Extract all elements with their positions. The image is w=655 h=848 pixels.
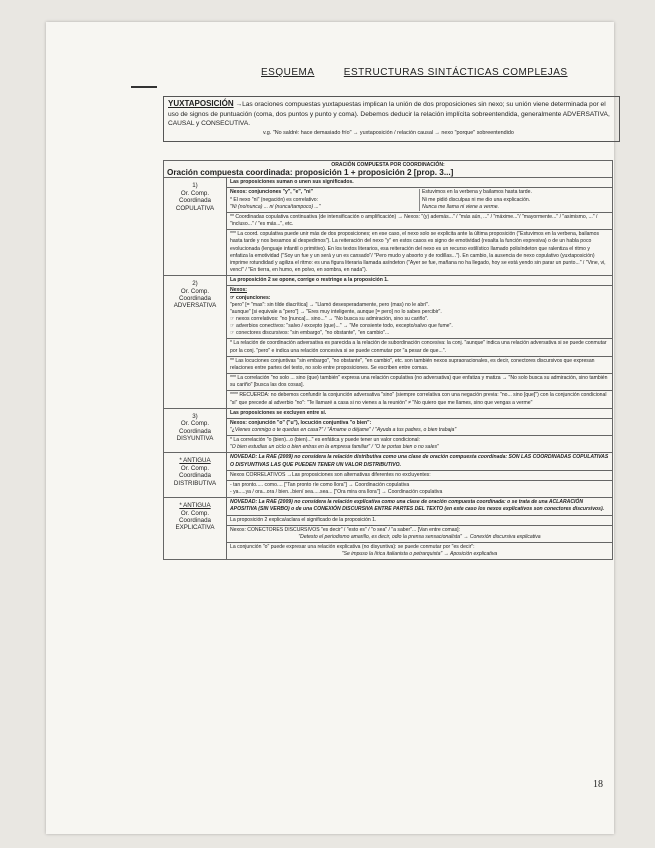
label-line: Or. Comp. bbox=[180, 189, 210, 197]
label-line: Coordinada bbox=[179, 295, 211, 302]
example-line: - tan pronto..... como.... ["Tan pronto ríe como llora"] → Coordinación copulativa bbox=[230, 481, 410, 488]
coordination-subtitle: Oración compuesta coordinada: proposición 1 + proposición 2 [prop. 3...] bbox=[167, 168, 454, 178]
label-line: DISYUNTIVA bbox=[176, 434, 214, 442]
label-line: Or. Comp. bbox=[180, 287, 210, 295]
yuxtaposicion-text: →Las oraciones compuestas yuxtapuestas implican la unión de dos proposiciones sin nexo; su unión viene determinada por el uso de signos de puntuación (coma, dos puntos y punto y coma). Debemos deducir la relación implícita sobreentendida, generalmente ADVERSATIVA, CAUSAL y CONSECUTIVA. bbox=[168, 101, 610, 128]
disyuntiva-label bbox=[164, 408, 227, 453]
label-line: Or. Comp. bbox=[180, 464, 210, 472]
adversativa-correlacion-note: *** La correlación "no solo ... sino (que) también" expresa una relación copulativa (no adversativa) que enfatiza y matiza → "No solo busca su admiración, sino también su cariño" [busca las dos cosas]. bbox=[227, 374, 613, 391]
explicativa-label bbox=[164, 498, 227, 560]
label-line: Coordinada bbox=[179, 197, 211, 205]
nexos-line: Nexos: conjunciones "y", "e", "ni" bbox=[230, 189, 313, 196]
margin-dash bbox=[131, 86, 157, 88]
nexos-line: ☞ nexos correlativos: "no [nunca]... sino..." → "No busca su admiración, sino su cariño". bbox=[230, 315, 429, 322]
label-line: Coordinada bbox=[179, 472, 211, 480]
adversativa-label bbox=[164, 276, 227, 409]
example-line: "¿Vienes conmigo o te quedas en casa?" / "Ámame o déjame" / "Ayuda a tus padres, o bien trabaja" bbox=[230, 427, 457, 433]
coordination-table bbox=[163, 160, 613, 560]
distributiva-nexos: Nexos CORRELATIVOS →Las proposiciones son alternativas diferentes no excluyentes: bbox=[227, 470, 613, 480]
adversativa-locuciones-note: ** Las locuciones conjuntivas "sin embargo", "no obstante", "en cambio", etc. son también nexos supraoracionales, es decir, conectores discursivos que expresan relaciones entre partes del texto, no solo entre proposiciones. Se escriben entre comas. bbox=[227, 356, 613, 373]
disyuntiva-nexos bbox=[227, 418, 613, 435]
explicativa-conjuncion bbox=[227, 543, 613, 560]
label-line: Or. Comp. bbox=[180, 509, 210, 517]
adversativa-nexos bbox=[227, 286, 613, 339]
nexos-line: "aunque" [si equivale a "pero"] → "Eres muy inteligente, aunque [= pero] no lo sabes percibir". bbox=[230, 308, 442, 315]
example-line: Nunca me llama ni viene a verme. bbox=[422, 203, 500, 210]
page-header bbox=[261, 67, 594, 78]
distributiva-label bbox=[164, 453, 227, 498]
nexos-line: Nexos: CONECTORES DISCURSIVOS "es decir" / "esto es" / "o sea" / "a saber"... [Van entre comas]: bbox=[230, 526, 460, 533]
antigua-tag: * ANTIGUA bbox=[179, 502, 211, 510]
label-line: 2) bbox=[192, 280, 198, 288]
label-line: Coordinada bbox=[179, 427, 211, 435]
copulativa-polisindeton: *** La coord. copulativa puede unir más de dos proposiciones; en ese caso, el nexo solo se explicita ante la última proposición ("Estuvimos en la verbena, bailamos hasta tarde y nos besamos al despedirnos"). La reiteración del nexo "y" en estos casos es signo de emotividad (resalta la función expresiva) o de un habla poco evolucionada (lenguaje infantil o primitivo). En los textos literarios, esa reiteración del nexo es un recurso estilístico llamado polisíndeton que ralentiza el ritmo y enfatiza la emotividad ("Soy un fue y un será y un es cansado"/ "Pero mudo y absorto y de rodillas..."). En cambio, la ausencia de nexo copulativo (yuxtaposición) imprime rotundidad y agiliza el ritmo: es una figura literaria llamada asíndeton ("Ayer se fue, mañana no ha llegado, hoy se está yendo sin parar un punto..." / "Vine, vi, vencí" / "En tierra, en humo, en polvo, en sombra, en nada"). bbox=[227, 230, 613, 276]
label-line: Coordinada bbox=[179, 517, 211, 525]
copulativa-definition: Las proposiciones suman o unen sus significados. bbox=[227, 178, 613, 188]
label-line: 1) bbox=[192, 182, 198, 190]
header-title: ESTRUCTURAS SINTÁCTICAS COMPLEJAS bbox=[343, 67, 568, 78]
explicativa-novedad: NOVEDAD: La RAE (2009) no considera la relación explicativa como una clase de oración compuesta coordinada: o se trata de una ACLARACIÓN APOSITIVA (SIN VERBO) o de una CONEXIÓN DISCURSIVA ENTRE PARTES DEL TEXTO (en este caso los nexos explicativos son conectores discursivos). bbox=[227, 498, 613, 515]
copulativa-label bbox=[164, 178, 227, 276]
nexos-line: ☞ adverbios conectivos: "salvo / excepto (que)..." → "Me consiente todo, excepto/salvo que fume". bbox=[230, 323, 453, 330]
nexos-line: ☞ conjunciones: bbox=[230, 294, 271, 301]
example-line: "Detesto el periodismo amarillo, es decir, odio la prensa sensacionalista" → Conexión discursiva explicativa bbox=[298, 533, 541, 540]
nexos-line: Nexos: bbox=[230, 287, 247, 294]
adversativa-concesiva-note: * La relación de coordinación adversativa es parecida a la relación de subordinación concesiva: la conj. "aunque" indica una relación adversativa si se puede conmutar por la conj. "pero" e indica una relación concesiva si se puede conmutar por "a pesar de que...". bbox=[227, 339, 613, 356]
note-line: * La correlación "o (bien)...o (bien)..." es enfática y puede tener un valor condicional: bbox=[230, 437, 420, 444]
coordination-title: ORACIÓN COMPUESTA POR COORDINACIÓN: bbox=[331, 162, 445, 168]
label-line: COPULATIVA bbox=[175, 204, 215, 212]
label-line: 3) bbox=[192, 412, 198, 420]
example-line: "Se impuso la lírica italianista o petrarquista" → Aposición explicativa bbox=[341, 551, 498, 558]
disyuntiva-definition: Las proposiciones se excluyen entre sí. bbox=[227, 408, 613, 418]
yuxtaposicion-example: v.g. "No saldré: hace demasiado frío" → yuxtaposición / relación causal → nexo "porque" sobreentendido bbox=[263, 129, 514, 136]
explicativa-definition: La proposición 2 explica/aclara el significado de la proposición 1. bbox=[227, 515, 613, 525]
label-line: ADVERSATIVA bbox=[173, 302, 217, 310]
label-line: Or. Comp. bbox=[180, 420, 210, 428]
copulativa-continuativa: ** Coordinadas copulativa continuativa (de intensificación o amplificación) → Nexos: "(y) además..." / "más aún, ..." / "máxime..."/ "mayormente..." / "asimismo, ..." / "incluso..." / "es más...", etc. bbox=[227, 212, 613, 229]
header-esquema: ESQUEMA bbox=[261, 67, 315, 78]
example-line: "O bien estudias un ciclo o bien entras en la empresa familiar" / "O te portas bien o no sales" bbox=[230, 444, 439, 451]
page-number: 18 bbox=[593, 779, 603, 790]
distributiva-novedad: NOVEDAD: La RAE (2009) no considera la relación distributiva como una clase de oración compuesta coordinada: SON LAS COORDINADAS COPULATIVAS O DISYUNTIVAS LAS QUE PUEDEN TENER UN VALOR DISTRIBUTIVO. bbox=[227, 453, 613, 470]
distributiva-examples bbox=[227, 480, 613, 497]
note-line: La conjunción "o" puede expresar una relación explicativa (no disyuntiva): se puede conmutar por "es decir": bbox=[230, 544, 475, 551]
yuxtaposicion-box bbox=[163, 96, 620, 142]
label-line: DISTRIBUTIVA bbox=[173, 479, 217, 487]
copulativa-nexos bbox=[227, 188, 613, 212]
yuxtaposicion-lead: YUXTAPOSICIÓN bbox=[168, 99, 234, 108]
nexos-line: ☞ conectores discursivos: "sin embargo", "no obstante", "en cambio"... bbox=[230, 330, 390, 337]
adversativa-definition: La proposición 2 se opone, corrige o restringe a la proposición 1. bbox=[227, 276, 613, 286]
explicativa-nexos bbox=[227, 525, 613, 542]
label-line: EXPLICATIVA bbox=[175, 524, 215, 532]
nexos-line: "Ni (no/nunca) ... ni (nunca/tampoco) ..." bbox=[230, 203, 321, 210]
antigua-tag: * ANTIGUA bbox=[179, 457, 211, 465]
disyuntiva-correlacion bbox=[227, 436, 613, 453]
example-line: Estuvimos en la verbena y bailamos hasta tarde. bbox=[422, 189, 532, 196]
nexos-line: "pero" [= "mas": sin tilde diacrítica] → "Llamó desesperadamente, pero (mas) no le abrí". bbox=[230, 301, 430, 308]
nexos-line: * El nexo "ni" (negación) es correlativo: bbox=[230, 196, 318, 203]
example-line: - ya.....ya / ora...ora / bien...bien/ sea.....sea... ["Ora mira ora llora"] → Coordinación copulativa bbox=[230, 489, 443, 496]
example-line: Ni me pidió disculpas ni me dio una explicación. bbox=[422, 196, 531, 203]
document-page bbox=[46, 22, 614, 834]
coordination-title-cell bbox=[164, 161, 613, 178]
nexos-line: Nexos: conjunción "o" ("u"), locución conjuntiva "o bien": bbox=[230, 419, 372, 426]
adversativa-recuerda-note: **** RECUERDA: no debemos confundir la conjunción adversativa "sino" (siempre correlativa con una negación previa: "no... sino [que]") con la conjunción condicional "si" que precede al adverbio "no": "Te llamaré a casa si no vienes a la reunión" ≠ "No quiero que me llames, sino que vengas a verme" bbox=[227, 391, 613, 408]
